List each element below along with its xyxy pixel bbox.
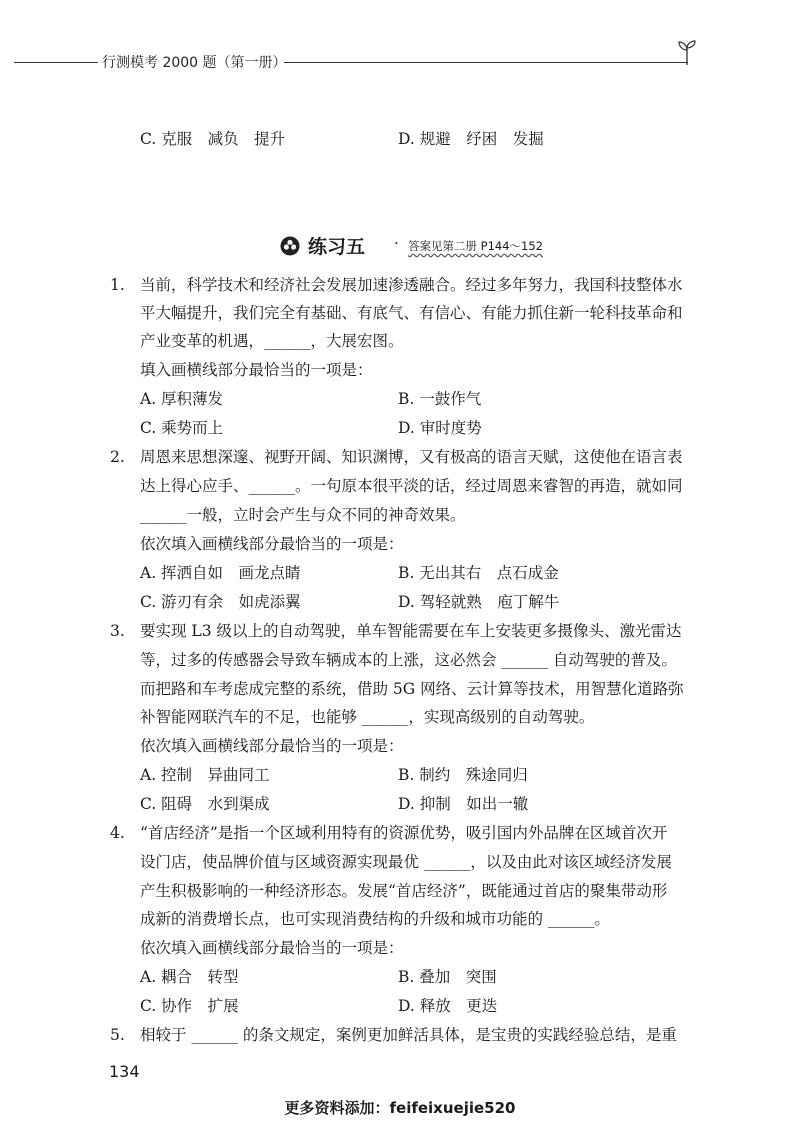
question-prompt: 填入画横线部分最恰当的一项是： <box>140 361 373 379</box>
flower-icon <box>280 236 300 256</box>
question-line: ______一般，立时会产生与众不同的神奇效果。 <box>140 506 466 524</box>
footer-note: 更多资料添加：feifeixuejie520 <box>284 1099 516 1117</box>
section-dot: · <box>394 234 399 252</box>
option-d: D. 抑制 如出一辙 <box>398 795 529 813</box>
question-line: 补智能网联汽车的不足，也能够 ______，实现高级别的自动驾驶。 <box>140 708 595 726</box>
header-rule-left <box>14 62 98 63</box>
running-header <box>0 50 800 74</box>
question-line: 周恩来思想深邃、视野开阔、知识渊博，又有极高的语言天赋，这使他在语言表 <box>140 448 683 466</box>
question-number: 1. <box>110 276 125 294</box>
question-line: 要实现 L3 级以上的自动驾驶，单车智能需要在车上安装更多摄像头、激光雷达 <box>140 622 682 640</box>
option-a: A. 控制 异曲同工 <box>140 766 270 784</box>
header-rule-right <box>284 62 688 63</box>
option-c: C. 协作 扩展 <box>140 997 239 1015</box>
option-d: D. 驾轻就熟 庖丁解牛 <box>398 593 560 611</box>
question-line: 产业变革的机遇，______，大展宏图。 <box>140 332 404 350</box>
question-line: 设门店，使品牌价值与区域资源实现最优 ______，以及由此对该区域经济发展 <box>140 853 672 871</box>
option-c: C. 游刃有余 如虎添翼 <box>140 593 301 611</box>
question-number: 3. <box>110 622 125 640</box>
question-line: 成新的消费增长点，也可实现消费结构的升级和城市功能的 ______。 <box>140 910 610 928</box>
option-a: A. 挥洒自如 画龙点睛 <box>140 564 301 582</box>
question-line: 相较于 ______ 的条文规定，案例更加鲜活具体，是宝贵的实践经验总结，是重 <box>140 1026 677 1044</box>
question-line: 而把路和车考虑成完整的系统，借助 5G 网络、云计算等技术，用智慧化道路弥 <box>140 680 684 698</box>
option-a: A. 耦合 转型 <box>140 968 239 986</box>
question-line: “首店经济”是指一个区域利用特有的资源优势，吸引国内外品牌在区域首次开 <box>140 824 668 842</box>
question-number: 5. <box>110 1026 125 1044</box>
question-prompt: 依次填入画横线部分最恰当的一项是： <box>140 737 404 755</box>
option-b: B. 一鼓作气 <box>398 390 482 408</box>
option-b: B. 叠加 突围 <box>398 968 497 986</box>
question-line: 等，过多的传感器会导致车辆成本的上涨，这必然会 ______ 自动驾驶的普及。 <box>140 651 677 669</box>
question-line: 达上得心应手、______。一句原本很平淡的话，经过周恩来睿智的再造，就如同 <box>140 477 683 495</box>
answer-reference: 答案见第二册 P144～152 <box>408 239 543 253</box>
question-number: 4. <box>110 824 125 842</box>
option-c: C. 阻碍 水到渠成 <box>140 795 270 813</box>
option-b: B. 无出其右 点石成金 <box>398 564 559 582</box>
question-line: 产生积极影响的一种经济形态。发展“首店经济”，既能通过首店的聚集带动形 <box>140 882 668 900</box>
option-a: A. 厚积薄发 <box>140 390 224 408</box>
page-number: 134 <box>109 1062 140 1081</box>
prev-option-c: C. 克服 减负 提升 <box>140 130 286 148</box>
option-d: D. 释放 更迭 <box>398 997 498 1015</box>
sprout-icon <box>676 38 698 66</box>
question-prompt: 依次填入画横线部分最恰当的一项是： <box>140 939 404 957</box>
option-d: D. 审时度势 <box>398 419 482 437</box>
section-title: 练习五 <box>308 236 366 258</box>
option-c: C. 乘势而上 <box>140 419 224 437</box>
question-number: 2. <box>110 448 125 466</box>
question-prompt: 依次填入画横线部分最恰当的一项是： <box>140 535 404 553</box>
option-b: B. 制约 殊途同归 <box>398 766 528 784</box>
prev-option-d: D. 规避 纾困 发掘 <box>398 130 544 148</box>
question-line: 平大幅提升，我们完全有基础、有底气、有信心、有能力抓住新一轮科技革命和 <box>140 304 683 322</box>
question-line: 当前，科学技术和经济社会发展加速渗透融合。经过多年努力，我国科技整体水 <box>140 276 683 294</box>
book-title: 行测模考 2000 题（第一册） <box>102 55 287 71</box>
